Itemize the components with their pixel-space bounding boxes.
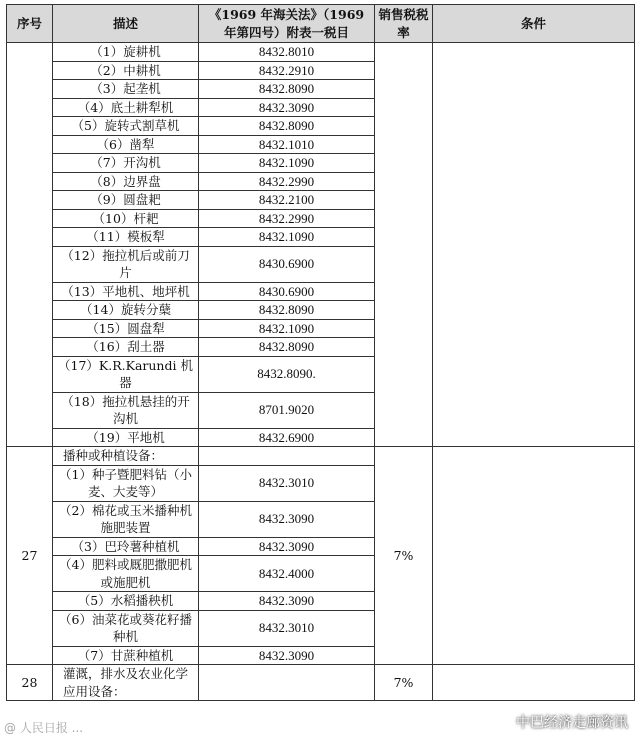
item-code: 8432.3090 bbox=[199, 537, 375, 556]
item-code: 8432.1090 bbox=[199, 228, 375, 247]
item-description: （10）杆耙 bbox=[53, 209, 199, 228]
item-description: （15）圆盘犁 bbox=[53, 319, 199, 338]
item-description: （4）肥料或厩肥撒肥机或施肥机 bbox=[53, 556, 199, 592]
watermark-overlay bbox=[0, 714, 640, 742]
item-description: （5）旋转式割草机 bbox=[53, 117, 199, 136]
item-description: （19）平地机 bbox=[53, 428, 199, 447]
item-description: （1）种子暨肥料钻（小麦、大麦等） bbox=[53, 465, 199, 501]
header-no: 序号 bbox=[7, 5, 53, 43]
item-description: （7）甘蔗种植机 bbox=[53, 646, 199, 665]
item-code: 8432.1010 bbox=[199, 135, 375, 154]
row27-rate: 7% bbox=[375, 447, 433, 665]
header-conditions: 条件 bbox=[433, 5, 635, 43]
item-code: 8432.2910 bbox=[199, 61, 375, 80]
item-description: （7）开沟机 bbox=[53, 154, 199, 173]
item-code: 8432.2990 bbox=[199, 209, 375, 228]
item-description: （1）旋耕机 bbox=[53, 43, 199, 62]
item-code: 8432.8090 bbox=[199, 338, 375, 357]
tariff-table bbox=[6, 4, 635, 701]
item-description: （16）刮土器 bbox=[53, 338, 199, 357]
row28-description: 灌溉，排水及农业化学应用设备： bbox=[53, 665, 199, 701]
item-code: 8432.2100 bbox=[199, 191, 375, 210]
item-code: 8432.3010 bbox=[199, 465, 375, 501]
source-watermark: @ 人民日报 ... bbox=[4, 721, 84, 735]
table-row bbox=[7, 665, 635, 701]
item-description: （3）起垄机 bbox=[53, 80, 199, 99]
item-code: 8432.8090 bbox=[199, 117, 375, 136]
item-description: （2）棉花或玉米播种机施肥装置 bbox=[53, 501, 199, 537]
item-description: （11）模板犁 bbox=[53, 228, 199, 247]
item-code: 8432.3090 bbox=[199, 592, 375, 611]
item-description: （2）中耕机 bbox=[53, 61, 199, 80]
table-row bbox=[7, 43, 635, 62]
item-code: 8432.8090 bbox=[199, 301, 375, 320]
item-description: （6）油菜花或葵花籽播种机 bbox=[53, 610, 199, 646]
row27-no: 27 bbox=[7, 447, 53, 665]
row27-group-code bbox=[199, 447, 375, 466]
item-description: （14）旋转分蘖 bbox=[53, 301, 199, 320]
item-code: 8432.3010 bbox=[199, 610, 375, 646]
row28-condition-cell bbox=[433, 665, 635, 701]
item-code: 8432.1090 bbox=[199, 154, 375, 173]
row26-rate-cell bbox=[375, 43, 433, 447]
item-code: 8432.8010 bbox=[199, 43, 375, 62]
item-description: （17）K.R.Karundi 机器 bbox=[53, 356, 199, 392]
item-code: 8432.2990 bbox=[199, 172, 375, 191]
item-code: 8432.1090 bbox=[199, 319, 375, 338]
item-description: （3）巴玲薯种植机 bbox=[53, 537, 199, 556]
item-code: 8432.3090 bbox=[199, 646, 375, 665]
item-code: 8432.8090 bbox=[199, 80, 375, 99]
header-sales-tax-rate: 销售税税率 bbox=[375, 5, 433, 43]
channel-watermark bbox=[494, 712, 628, 732]
row26-no-cell bbox=[7, 43, 53, 447]
row26-condition-cell bbox=[433, 43, 635, 447]
header-tariff-code: 《1969 年海关法》（1969 年第四号）附表一税目 bbox=[199, 5, 375, 43]
wechat-icon bbox=[494, 715, 512, 729]
item-code: 8430.6900 bbox=[199, 282, 375, 301]
item-code: 8432.6900 bbox=[199, 428, 375, 447]
item-description: （4）底土耕犁机 bbox=[53, 98, 199, 117]
item-code: 8432.3090 bbox=[199, 98, 375, 117]
row27-group-label: 播种或种植设备： bbox=[53, 447, 199, 466]
item-description: （13）平地机、地坪机 bbox=[53, 282, 199, 301]
header-description: 描述 bbox=[53, 5, 199, 43]
header-row bbox=[7, 5, 635, 43]
row27-condition-cell bbox=[433, 447, 635, 665]
item-code: 8432.4000 bbox=[199, 556, 375, 592]
row28-rate: 7% bbox=[375, 665, 433, 701]
item-code: 8701.9020 bbox=[199, 392, 375, 428]
item-description: （18）拖拉机悬挂的开沟机 bbox=[53, 392, 199, 428]
table-row bbox=[7, 447, 635, 466]
item-description: （12）拖拉机后或前刀片 bbox=[53, 246, 199, 282]
item-code: 8430.6900 bbox=[199, 246, 375, 282]
item-description: （8）边界盘 bbox=[53, 172, 199, 191]
item-code: 8432.8090. bbox=[199, 356, 375, 392]
row28-no: 28 bbox=[7, 665, 53, 701]
item-code: 8432.3090 bbox=[199, 501, 375, 537]
item-description: （5）水稻播秧机 bbox=[53, 592, 199, 611]
item-description: （9）圆盘耙 bbox=[53, 191, 199, 210]
item-description: （6）凿犁 bbox=[53, 135, 199, 154]
row28-code bbox=[199, 665, 375, 701]
channel-name: 中巴经济走廊资讯 bbox=[516, 715, 628, 731]
